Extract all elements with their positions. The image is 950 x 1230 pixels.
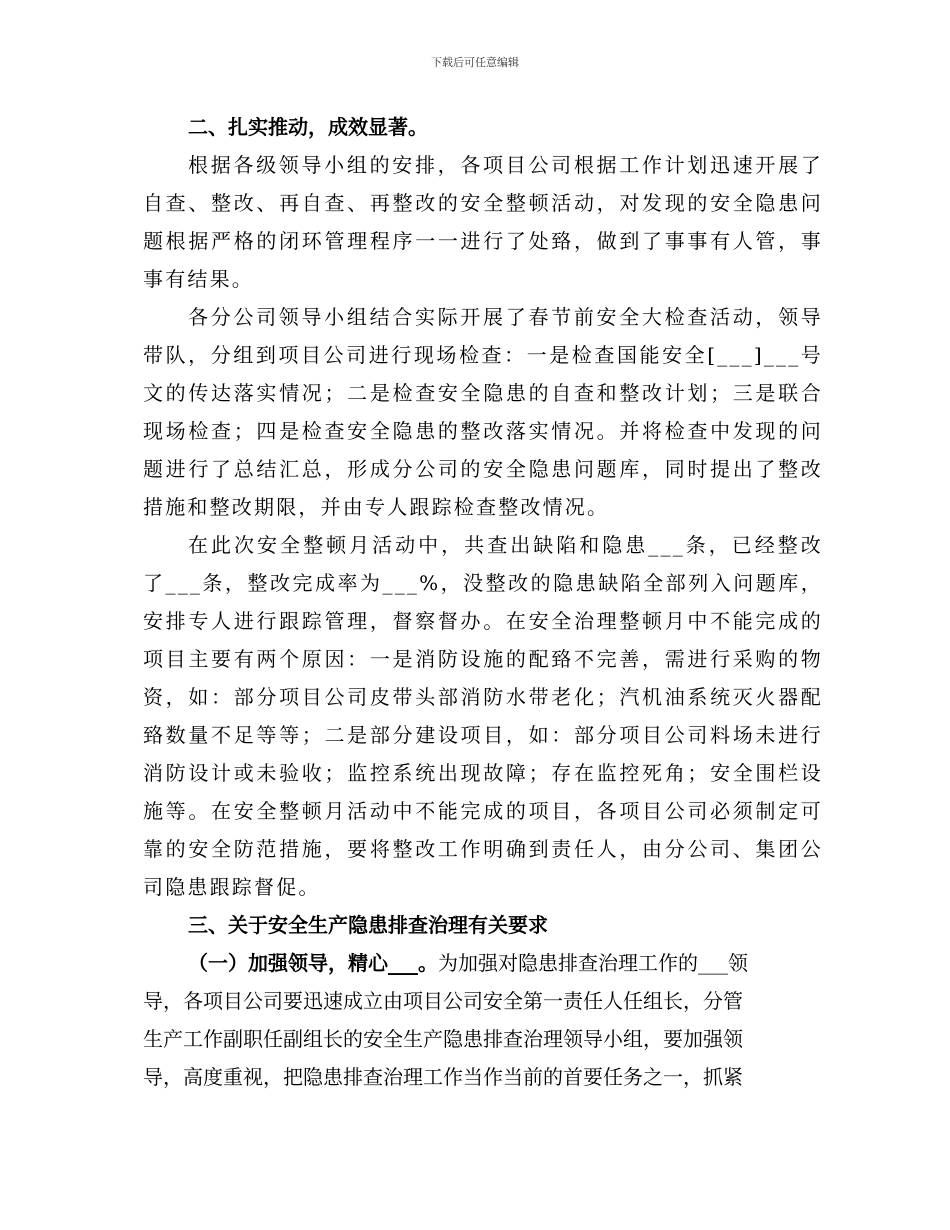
- section-3-item-1-line-3: 生产工作副职任副组长的安全生产隐患排查治理领导小组，要加强领: [143, 1027, 743, 1051]
- document-body: [143, 108, 823, 1096]
- section-3-item-1-line-2: 导，各项目公司要迅速成立由项目公司安全第一责任人任组长，分管: [143, 989, 743, 1013]
- section-3-item-1-title: （一）加强领导，精心___。: [188, 951, 438, 975]
- section-3-item-1-first-line: [143, 944, 823, 982]
- section-3-item-1-line-4: 导，高度重视，把隐患排查治理工作当作当前的首要任务之一，抓紧: [143, 1065, 743, 1089]
- section-3-item-1-line-1: 为加强对隐患排查治理工作的___领: [438, 951, 748, 975]
- section-2-heading: 二、扎实推动，成效显著。: [188, 115, 428, 139]
- page-header: 下载后可任意编辑: [431, 56, 519, 69]
- section-2-paragraph-2: 各分公司领导小组结合实际开展了春节前安全大检查活动，领导带队，分组到项目公司进行现场检查：一是检查国能安全[___]___号文的传达落实情况；二是检查安全隐患的自查和整改计划；三是联合现场检查；四是检查安全隐患的整改落实情况。并将检查中发现的问题进行了总结汇总，形成分公司的安全隐患问题库，同时提出了整改措施和整改期限，并由专人跟踪检查整改情况。: [143, 305, 823, 519]
- section-2-paragraph-3: 在此次安全整顿月活动中，共查出缺陷和隐患___条，已经整改了___条，整改完成率为___%，没整改的隐患缺陷全部列入问题库，安排专人进行跟踪管理，督察督办。在安全治理整顿月中不能完成的项目主要有两个原因：一是消防设施的配臵不完善，需进行采购的物资，如：部分项目公司皮带头部消防水带老化；汽机油系统灭火器配臵数量不足等等；二是部分建设项目，如：部分项目公司料场未进行消防设计或未验收；监控系统出现故障；存在监控死角；安全围栏设施等。在安全整顿月活动中不能完成的项目，各项目公司必须制定可靠的安全防范措施，要将整改工作明确到责任人，由分公司、集团公司隐患跟踪督促。: [143, 533, 823, 899]
- section-2-paragraph-1: 根据各级领导小组的安排，各项目公司根据工作计划迅速开展了自查、整改、再自查、再整改的安全整顿活动，对发现的安全隐患问题根据严格的闭环管理程序一一进行了处臵，做到了事事有人管，事事有结果。: [143, 153, 823, 291]
- section-3-heading: 三、关于安全生产隐患排查治理有关要求: [188, 913, 548, 937]
